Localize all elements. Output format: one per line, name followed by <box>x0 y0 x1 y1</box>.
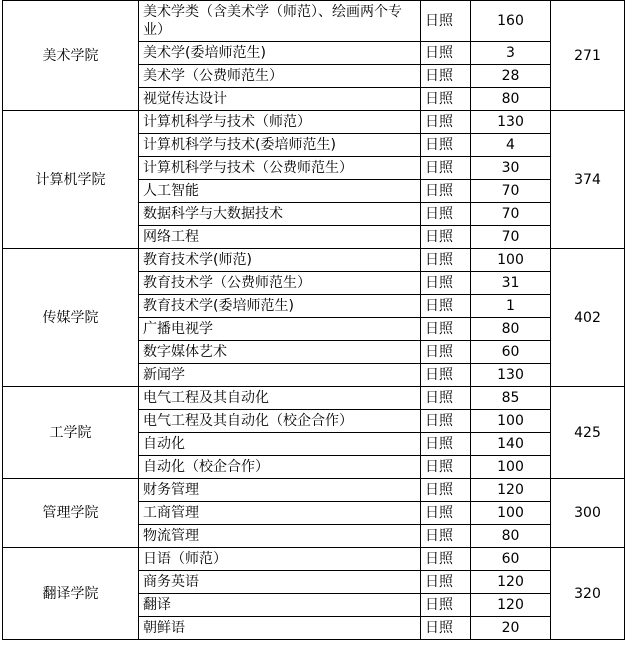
campus-cell: 日照 <box>421 42 471 65</box>
quota-cell: 70 <box>471 203 551 226</box>
quota-cell: 100 <box>471 249 551 272</box>
college-name: 传媒学院 <box>3 249 139 387</box>
campus-cell: 日照 <box>421 571 471 594</box>
college-name: 工学院 <box>3 387 139 479</box>
major-name: 美术学(委培师范生) <box>139 42 421 65</box>
campus-cell: 日照 <box>421 525 471 548</box>
table-row <box>3 548 625 571</box>
campus-cell: 日照 <box>421 111 471 134</box>
major-name: 工商管理 <box>139 502 421 525</box>
college-total: 425 <box>551 387 625 479</box>
major-name: 数字媒体艺术 <box>139 341 421 364</box>
quota-cell: 120 <box>471 479 551 502</box>
major-name: 自动化 <box>139 433 421 456</box>
campus-cell: 日照 <box>421 1 471 42</box>
campus-cell: 日照 <box>421 548 471 571</box>
campus-cell: 日照 <box>421 134 471 157</box>
campus-cell: 日照 <box>421 226 471 249</box>
quota-cell: 4 <box>471 134 551 157</box>
quota-cell: 100 <box>471 410 551 433</box>
college-name: 翻译学院 <box>3 548 139 640</box>
major-name: 人工智能 <box>139 180 421 203</box>
campus-cell: 日照 <box>421 180 471 203</box>
enrollment-table <box>2 0 625 640</box>
campus-cell: 日照 <box>421 272 471 295</box>
major-name: 财务管理 <box>139 479 421 502</box>
quota-cell: 31 <box>471 272 551 295</box>
major-name: 广播电视学 <box>139 318 421 341</box>
campus-cell: 日照 <box>421 502 471 525</box>
campus-cell: 日照 <box>421 88 471 111</box>
table-row <box>3 387 625 410</box>
quota-cell: 85 <box>471 387 551 410</box>
quota-cell: 70 <box>471 226 551 249</box>
campus-cell: 日照 <box>421 387 471 410</box>
college-total: 300 <box>551 479 625 548</box>
quota-cell: 20 <box>471 617 551 640</box>
quota-cell: 130 <box>471 111 551 134</box>
college-name: 计算机学院 <box>3 111 139 249</box>
major-name: 教育技术学(委培师范生) <box>139 295 421 318</box>
major-name: 美术学类（含美术学（师范）、绘画两个专业） <box>139 1 421 42</box>
major-name: 朝鲜语 <box>139 617 421 640</box>
table-row <box>3 111 625 134</box>
quota-cell: 120 <box>471 594 551 617</box>
college-name: 管理学院 <box>3 479 139 548</box>
quota-cell: 60 <box>471 341 551 364</box>
quota-cell: 100 <box>471 502 551 525</box>
campus-cell: 日照 <box>421 410 471 433</box>
major-name: 物流管理 <box>139 525 421 548</box>
quota-cell: 80 <box>471 525 551 548</box>
campus-cell: 日照 <box>421 295 471 318</box>
college-total: 271 <box>551 1 625 111</box>
table-row <box>3 249 625 272</box>
major-name: 电气工程及其自动化（校企合作） <box>139 410 421 433</box>
quota-cell: 130 <box>471 364 551 387</box>
quota-cell: 140 <box>471 433 551 456</box>
campus-cell: 日照 <box>421 157 471 180</box>
college-total: 320 <box>551 548 625 640</box>
college-total: 402 <box>551 249 625 387</box>
major-name: 自动化（校企合作） <box>139 456 421 479</box>
major-name: 日语（师范） <box>139 548 421 571</box>
major-name: 网络工程 <box>139 226 421 249</box>
quota-cell: 80 <box>471 318 551 341</box>
quota-cell: 3 <box>471 42 551 65</box>
campus-cell: 日照 <box>421 433 471 456</box>
table-row <box>3 1 625 42</box>
campus-cell: 日照 <box>421 364 471 387</box>
campus-cell: 日照 <box>421 617 471 640</box>
quota-cell: 160 <box>471 1 551 42</box>
campus-cell: 日照 <box>421 456 471 479</box>
major-name: 商务英语 <box>139 571 421 594</box>
major-name: 计算机科学与技术（师范） <box>139 111 421 134</box>
quota-cell: 70 <box>471 180 551 203</box>
campus-cell: 日照 <box>421 318 471 341</box>
major-name: 计算机科学与技术(委培师范生) <box>139 134 421 157</box>
major-name: 教育技术学（公费师范生） <box>139 272 421 295</box>
campus-cell: 日照 <box>421 341 471 364</box>
major-name: 电气工程及其自动化 <box>139 387 421 410</box>
enrollment-table-body <box>3 1 625 640</box>
major-name: 计算机科学与技术（公费师范生） <box>139 157 421 180</box>
campus-cell: 日照 <box>421 249 471 272</box>
quota-cell: 28 <box>471 65 551 88</box>
major-name: 视觉传达设计 <box>139 88 421 111</box>
quota-cell: 80 <box>471 88 551 111</box>
campus-cell: 日照 <box>421 203 471 226</box>
table-row <box>3 479 625 502</box>
quota-cell: 120 <box>471 571 551 594</box>
major-name: 美术学（公费师范生） <box>139 65 421 88</box>
major-name: 教育技术学(师范) <box>139 249 421 272</box>
major-name: 数据科学与大数据技术 <box>139 203 421 226</box>
quota-cell: 60 <box>471 548 551 571</box>
college-total: 374 <box>551 111 625 249</box>
quota-cell: 100 <box>471 456 551 479</box>
quota-cell: 1 <box>471 295 551 318</box>
college-name: 美术学院 <box>3 1 139 111</box>
campus-cell: 日照 <box>421 479 471 502</box>
major-name: 翻译 <box>139 594 421 617</box>
major-name: 新闻学 <box>139 364 421 387</box>
quota-cell: 30 <box>471 157 551 180</box>
campus-cell: 日照 <box>421 65 471 88</box>
campus-cell: 日照 <box>421 594 471 617</box>
